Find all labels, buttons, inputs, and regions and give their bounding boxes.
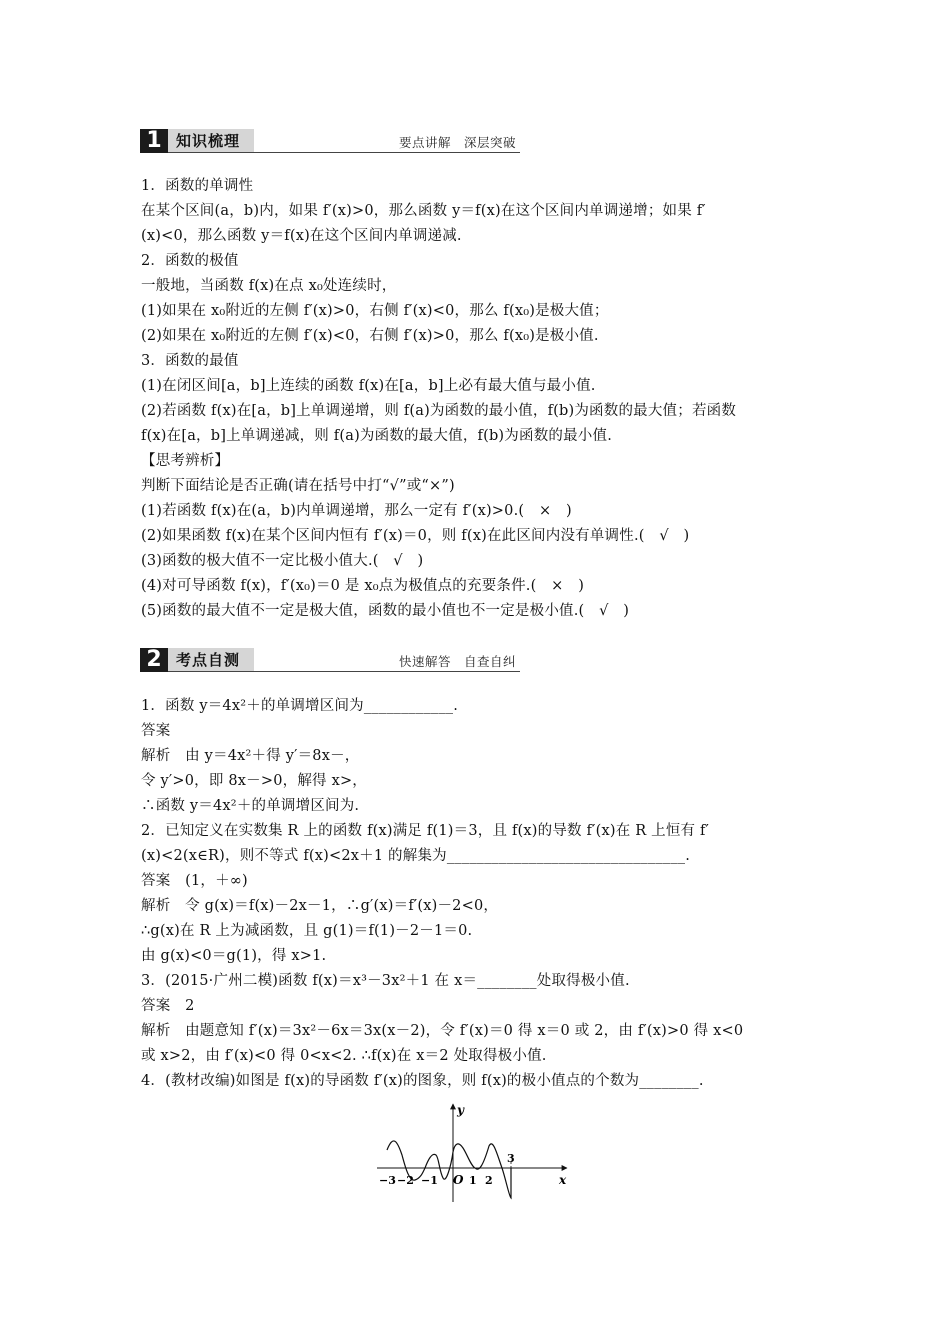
text-line: 解析 由题意知 f′(x)＝3x²－6x＝3x(x－2)，令 f′(x)＝0 得 x＝0 或 2，由 f′(x)>0 得 x<0 xyxy=(141,1023,744,1039)
section-subtitle: 要点讲解 深层突破 xyxy=(398,135,516,150)
text-line: 4．(教材改编)如图是 f(x)的导函数 f′(x)的图象，则 f(x)的极小值点的个数为________. xyxy=(141,1073,704,1089)
text-line: (x)<2(x∈R)，则不等式 f(x)<2x＋1 的解集为________________________________. xyxy=(141,848,691,864)
x-tick-label: 2 xyxy=(485,1174,493,1187)
origin-label: O xyxy=(453,1173,464,1187)
text-line: (1)若函数 f(x)在(a，b)内单调递增，那么一定有 f′(x)>0.( × ) xyxy=(141,503,572,519)
text-line: (3)函数的极大值不一定比极小值大.( √ ) xyxy=(141,553,424,569)
text-line: 由 g(x)<0＝g(1)，得 x>1. xyxy=(141,948,327,964)
text-line: 令 y′>0，即 8x－>0，解得 x>， xyxy=(141,773,367,789)
text-line: 答案 xyxy=(141,723,171,739)
y-axis-label: y xyxy=(457,1103,464,1117)
text-line: 解析 令 g(x)＝f(x)－2x－1，∴g′(x)＝f′(x)－2<0， xyxy=(141,898,499,914)
x-tick-label: −2 xyxy=(397,1174,414,1187)
text-line: ∴g(x)在 R 上为减函数，且 g(1)＝f(1)－2－1＝0. xyxy=(141,923,473,939)
text-line: 答案 2 xyxy=(141,998,195,1014)
text-line: (1)如果在 x₀附近的左侧 f′(x)>0，右侧 f′(x)<0，那么 f(x₀)是极大值； xyxy=(141,303,609,319)
text-line: 判断下面结论是否正确(请在括号中打“√”或“×”) xyxy=(141,478,455,494)
text-line: 解析 由 y＝4x²＋得 y′＝8x－， xyxy=(141,748,360,764)
x-tick-label: 3 xyxy=(507,1152,515,1165)
x-axis-label: x xyxy=(559,1173,567,1187)
text-line: (5)函数的最大值不一定是极大值，函数的最小值也不一定是极小值.( √ ) xyxy=(141,603,630,619)
text-line: 一般地，当函数 f(x)在点 x₀处连续时， xyxy=(141,278,397,294)
text-line: 或 x>2，由 f′(x)<0 得 0<x<2. ∴f(x)在 x＝2 处取得极小值. xyxy=(141,1048,547,1064)
derivative-graph xyxy=(375,1100,575,1210)
text-line: ∴函数 y＝4x²＋的单调增区间为. xyxy=(141,798,360,814)
text-line: (x)<0，那么函数 y＝f(x)在这个区间内单调递减. xyxy=(141,228,462,244)
text-line: (2)若函数 f(x)在[a，b]上单调递增，则 f(a)为函数的最小值，f(b)为函数的最大值；若函数 xyxy=(141,403,737,419)
section-title: 知识梳理 xyxy=(168,129,254,153)
section-1-header xyxy=(140,129,520,153)
section-number: 2 xyxy=(140,648,168,672)
text-line: 3．(2015·广州二模)函数 f(x)＝x³－3x²＋1 在 x＝________处取得极小值. xyxy=(141,973,630,989)
text-line: (1)在闭区间[a，b]上连续的函数 f(x)在[a，b]上必有最大值与最小值. xyxy=(141,378,596,394)
section-divider xyxy=(168,152,520,153)
text-line: 1．函数 y＝4x²＋的单调增区间为____________. xyxy=(141,698,459,714)
x-tick-label: −1 xyxy=(421,1174,438,1187)
section-number: 1 xyxy=(140,129,168,153)
text-line: 2．函数的极值 xyxy=(141,253,239,269)
derivative-curve xyxy=(387,1141,511,1198)
section-divider xyxy=(168,671,520,672)
x-tick-label: 1 xyxy=(469,1174,477,1187)
text-line: 1．函数的单调性 xyxy=(141,178,254,194)
section-title: 考点自测 xyxy=(168,648,254,672)
text-line: (2)如果函数 f(x)在某个区间内恒有 f′(x)＝0，则 f(x)在此区间内没有单调性.( √ ) xyxy=(141,528,690,544)
text-line: 2．已知定义在实数集 R 上的函数 f(x)满足 f(1)＝3，且 f(x)的导数 f′(x)在 R 上恒有 f′ xyxy=(141,823,710,839)
text-line: (2)如果在 x₀附近的左侧 f′(x)<0，右侧 f′(x)>0，那么 f(x₀)是极小值. xyxy=(141,328,599,344)
section-2-header xyxy=(140,648,520,672)
text-line: 在某个区间(a，b)内，如果 f′(x)>0，那么函数 y＝f(x)在这个区间内单调递增；如果 f′ xyxy=(141,203,706,219)
text-line: 【思考辨析】 xyxy=(141,453,230,469)
text-line: f(x)在[a，b]上单调递减，则 f(a)为函数的最大值，f(b)为函数的最小值. xyxy=(141,428,613,444)
text-line: 3．函数的最值 xyxy=(141,353,239,369)
x-tick-label: −3 xyxy=(379,1174,396,1187)
text-line: (4)对可导函数 f(x)，f′(x₀)＝0 是 x₀点为极值点的充要条件.( × ) xyxy=(141,578,585,594)
text-line: 答案 (1，＋∞) xyxy=(141,873,248,889)
section-subtitle: 快速解答 自查自纠 xyxy=(398,654,516,669)
